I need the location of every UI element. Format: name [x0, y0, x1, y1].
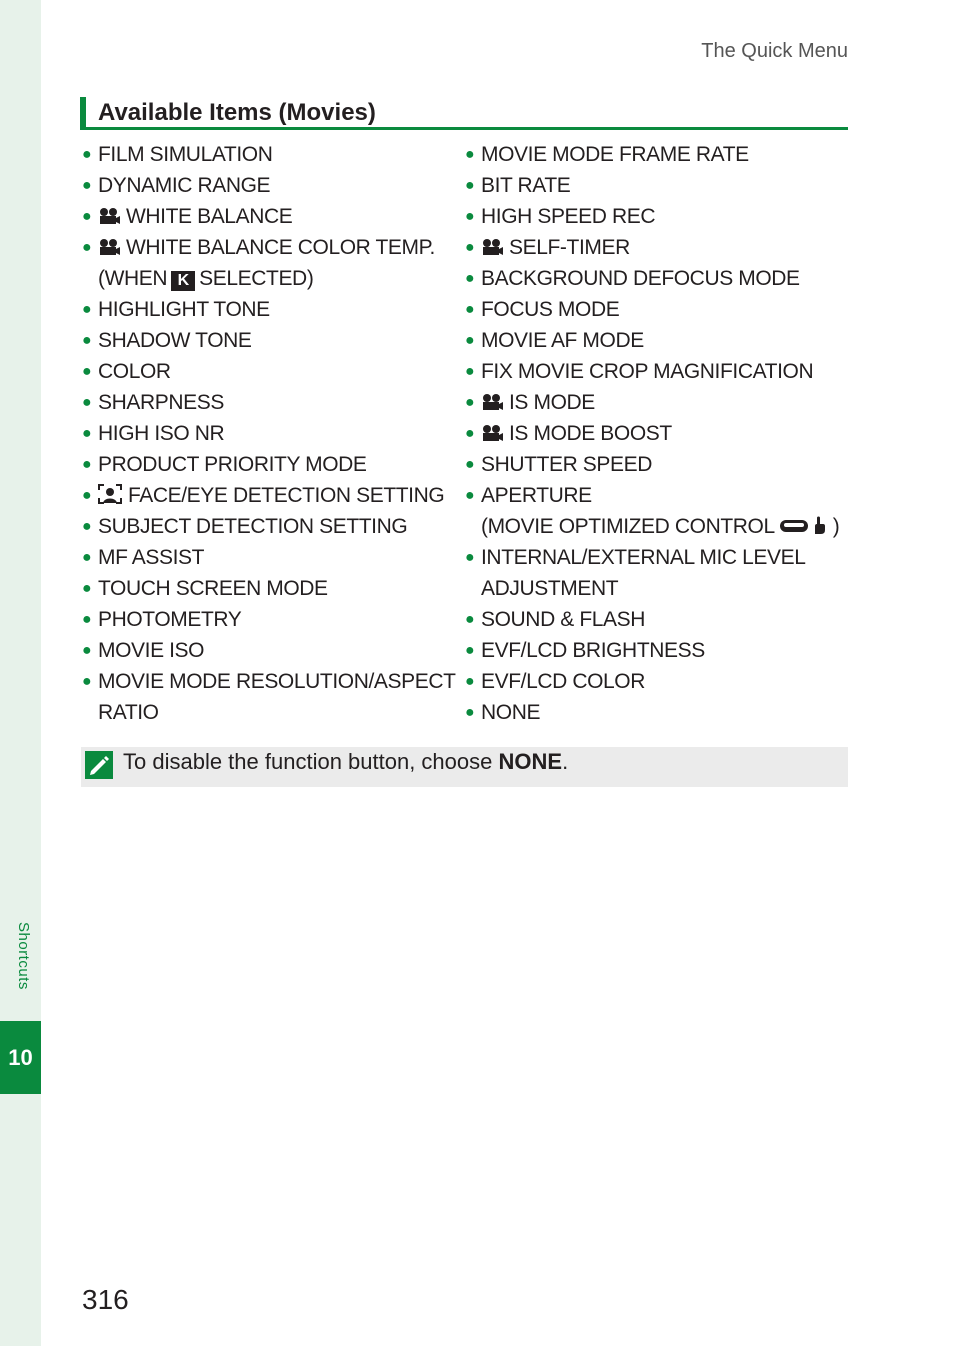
list-item: ● BACKGROUND DEFOCUS MODE: [465, 267, 800, 290]
section-heading: [80, 97, 848, 130]
list-item: ● BIT RATE: [465, 174, 571, 197]
running-header: The Quick Menu: [701, 40, 848, 62]
list-item: ● MOVIE MODE FRAME RATE: [465, 143, 749, 166]
list-item: ● FIX MOVIE CROP MAGNIFICATION: [465, 360, 814, 383]
list-item: ● PHOTOMETRY: [82, 608, 242, 631]
sidebar-strip: [0, 0, 41, 1346]
list-item: ● NONE: [465, 701, 541, 724]
list-item: ● MOVIE MODE RESOLUTION/ASPECT RATIO: [82, 670, 456, 724]
list-item: ● INTERNAL/EXTERNAL MIC LEVEL ADJUSTMENT: [465, 546, 806, 600]
list-item: ● FACE/EYE DETECTION SETTING: [82, 484, 445, 507]
page-number: 316: [82, 1284, 129, 1315]
list-item: ● MF ASSIST: [82, 546, 205, 569]
list-item: ● FILM SIMULATION: [82, 143, 273, 166]
list-item: ● SHADOW TONE: [82, 329, 252, 352]
list-item: ● FOCUS MODE: [465, 298, 620, 321]
list-item: ● TOUCH SCREEN MODE: [82, 577, 328, 600]
list-item: ● SUBJECT DETECTION SETTING: [82, 515, 408, 538]
list-item: ● APERTURE (MOVIE OPTIMIZED CONTROL ): [465, 484, 840, 538]
movie-icon: [481, 393, 503, 411]
note-box: [81, 747, 848, 787]
list-item: ● EVF/LCD COLOR: [465, 670, 645, 693]
movie-icon: [481, 424, 503, 442]
list-item: ● SHARPNESS: [82, 391, 224, 414]
list-item: ● IS MODE BOOST: [465, 422, 672, 445]
list-item: ● WHITE BALANCE: [82, 205, 293, 228]
list-item: ● MOVIE AF MODE: [465, 329, 644, 352]
list-item: ● DYNAMIC RANGE: [82, 174, 271, 197]
list-item: ● HIGH ISO NR: [82, 422, 225, 445]
list-item: ● SELF-TIMER: [465, 236, 630, 259]
movie-icon: [481, 238, 503, 256]
right-item-list: [465, 139, 849, 728]
chapter-tab: 10: [0, 1021, 41, 1094]
k-icon: K: [171, 271, 195, 291]
movie-icon: [98, 238, 120, 256]
list-item: ● HIGHLIGHT TONE: [82, 298, 270, 321]
list-item: ● HIGH SPEED REC: [465, 205, 656, 228]
list-item: ● COLOR: [82, 360, 171, 383]
list-item: ● MOVIE ISO: [82, 639, 205, 662]
face-detection-icon: [98, 484, 122, 504]
note-pencil-icon: [85, 751, 113, 779]
list-item: ● EVF/LCD BRIGHTNESS: [465, 639, 705, 662]
movie-icon: [98, 207, 120, 225]
list-item: ● WHITE BALANCE COLOR TEMP. (WHEN K SELECTED): [82, 236, 435, 290]
note-emphasis: NONE: [498, 749, 563, 774]
list-item: ● IS MODE: [465, 391, 595, 414]
list-item: ● SHUTTER SPEED: [465, 453, 652, 476]
note-text: To disable the function button, choose NONE.: [123, 749, 569, 774]
left-item-list: [82, 139, 456, 728]
movie-optimized-control-icon: [779, 516, 833, 536]
sidebar-section-label: Shortcuts: [15, 922, 32, 990]
list-item: ● PRODUCT PRIORITY MODE: [82, 453, 367, 476]
section-title: Available Items (Movies): [98, 99, 376, 126]
list-item: ● SOUND & FLASH: [465, 608, 645, 631]
